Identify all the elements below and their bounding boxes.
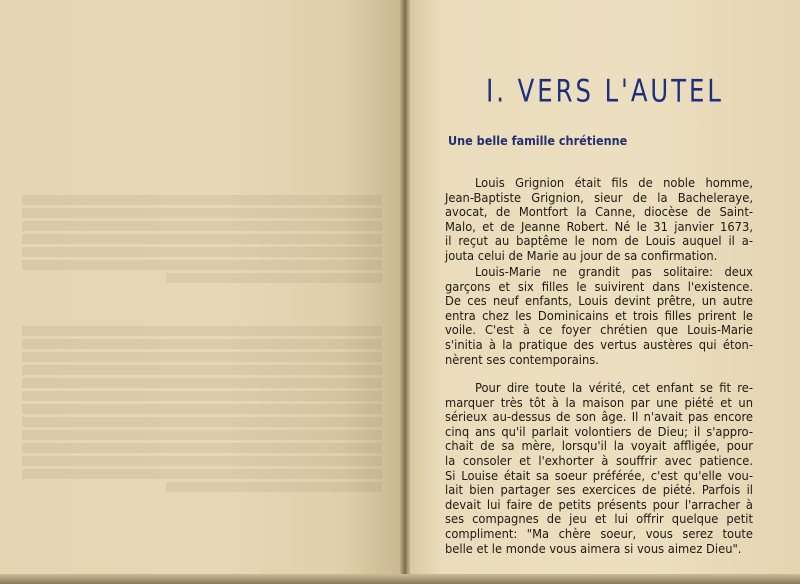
- bleed-line: [22, 378, 382, 388]
- text-line: avocat, de Montfort la Canne, diocèse de Saint-: [445, 205, 753, 221]
- text-line: lait bien partager ses exercices de piété. Parfois il: [445, 483, 753, 499]
- text-line: compliment: "Ma chère soeur, vous serez toute: [445, 526, 753, 542]
- bleed-through-text: [22, 120, 382, 495]
- text-line: s'initia à la pratique des vertus austères qui éton-: [445, 337, 753, 353]
- bleed-line: [22, 339, 382, 349]
- bleed-line: [22, 417, 382, 427]
- bleed-line: [22, 469, 382, 479]
- bleed-line: [22, 326, 382, 336]
- bleed-line: [22, 195, 382, 205]
- bleed-line: [22, 234, 382, 244]
- text-line: chait de sa mère, lorsqu'il la voyait affligée, pour: [445, 439, 753, 455]
- bleed-line: [22, 430, 382, 440]
- text-line: Louis Grignion était fils de noble homme,: [475, 176, 753, 191]
- text-line: belle et le monde vous aimera si vous aimez Dieu".: [445, 541, 742, 557]
- bleed-line: [22, 247, 382, 257]
- text-line: jouta celui de Marie au jour de sa confirmation.: [445, 248, 718, 264]
- paragraph-2: [445, 266, 753, 368]
- bleed-line: [22, 221, 382, 231]
- page-bottom-edge: [0, 574, 800, 584]
- text-line: marquer très tôt à la maison par une piété et un: [445, 395, 753, 411]
- bleed-line: [22, 352, 382, 362]
- text-line: Pour dire toute la vérité, cet enfant se fit re-: [475, 381, 753, 396]
- text-line: Louis-Marie ne grandit pas solitaire: deux: [475, 265, 753, 280]
- text-line: devait lui faire de petits présents pour l'arracher à: [445, 497, 753, 513]
- text-line: De ces neuf enfants, Louis devint prêtre, un autre: [445, 294, 753, 310]
- section-title: Une belle famille chrétienne: [448, 133, 628, 148]
- paragraph-1: [445, 177, 753, 265]
- bleed-line: [22, 443, 382, 453]
- text-line: nèrent ses contemporains.: [445, 352, 599, 368]
- text-line: ses compagnes de jeu et lui offrir quelque petit: [445, 512, 753, 528]
- text-line: la consoler et l'exhorter à souffrir avec patience.: [445, 453, 753, 469]
- text-line: cinq ans qu'il parlait volontiers de Dieu; il s'appro-: [445, 424, 753, 440]
- bleed-line: [22, 208, 382, 218]
- text-line: Jean-Baptiste Grignion, sieur de la Bacheleraye,: [445, 190, 753, 206]
- bleed-line: [22, 456, 382, 466]
- text-line: entra chez les Dominicains et trois filles prirent le: [445, 308, 753, 324]
- text-line: sérieux au-dessus de son âge. Il n'avait pas encore: [445, 410, 753, 426]
- bleed-line: [22, 391, 382, 401]
- bleed-line: [22, 365, 382, 375]
- text-line: Malo, et de Jeanne Robert. Né le 31 janvier 1673,: [445, 219, 753, 235]
- paragraph-3: [445, 382, 753, 557]
- bleed-line: [22, 260, 382, 270]
- text-line: voile. C'est à ce foyer chrétien que Louis-Marie: [445, 323, 753, 339]
- bleed-line: [166, 273, 382, 283]
- text-line: Si Louise était sa soeur préférée, c'est qu'elle vou-: [445, 468, 753, 484]
- chapter-title: I. VERS L'AUTEL: [486, 74, 724, 110]
- text-line: garçons et six filles le suivirent dans l'existence.: [445, 279, 753, 295]
- bleed-line: [22, 404, 382, 414]
- bleed-line: [166, 482, 382, 492]
- text-line: il reçut au baptême le nom de Louis auquel il a-: [445, 234, 753, 250]
